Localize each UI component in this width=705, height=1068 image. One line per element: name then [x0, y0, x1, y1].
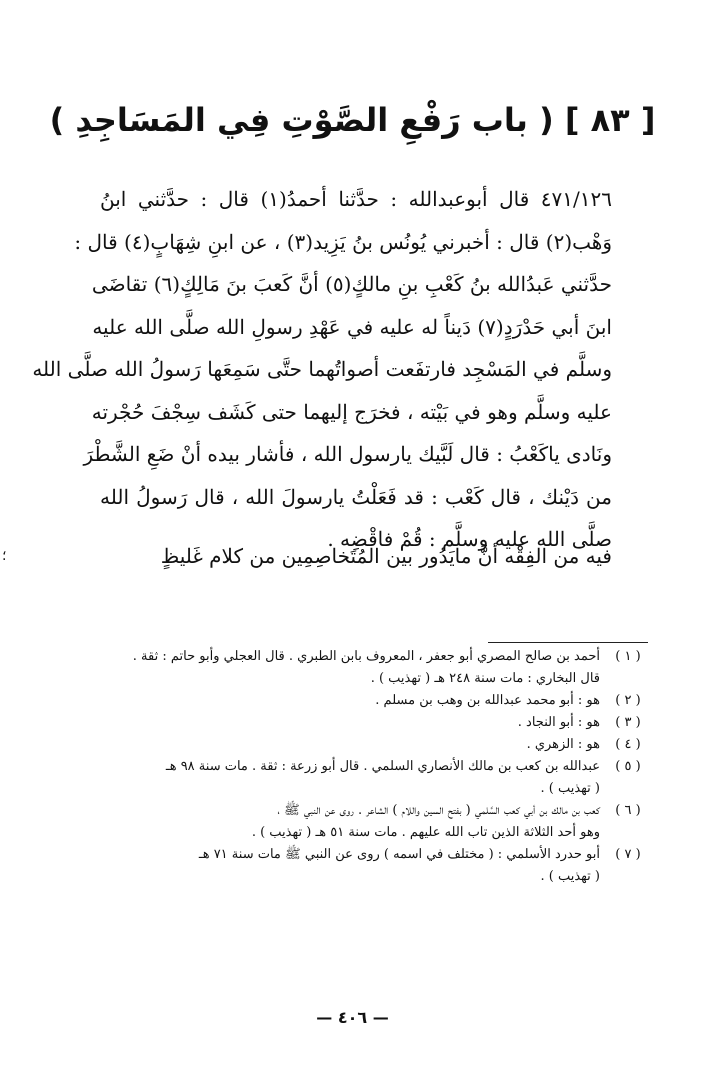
- footnote-2: [38, 690, 650, 712]
- footnote-line: كعب بن مالك بن أبي كعب السَّلمي ( بفتح السين واللام ) الشاعر . روى عن النبي ﷺ ،: [277, 803, 600, 818]
- footnote-line: أحمد بن صالح المصري أبو جعفر ، المعروف بابن الطبري . قال العجلي وأبو حاتم : ثقة .: [132, 649, 600, 664]
- footnote-line: ( تهذيب ) .: [540, 869, 600, 884]
- footnote-line: هو : أبو محمد عبدالله بن وهب بن مسلم .: [375, 693, 600, 708]
- footnote-6: [38, 800, 650, 844]
- footnote-number: ( ١ ): [615, 649, 641, 664]
- footnote-text: [38, 844, 606, 888]
- footnote-5: [38, 756, 650, 800]
- footnote-line: أبو حدرد الأسلمي : ( مختلف في اسمه ) روى عن النبي ﷺ مات سنة ٧١ هـ: [198, 847, 600, 862]
- hadith-line: ابنَ أبي حَدْرَدٍ(٧) دَيناً له عليه في عَهْدِ رسولِ الله صلَّى الله عليه: [92, 314, 612, 339]
- hadith-line: ونَادى ياكَعْبُ : قال لَبَّيك يارسول الله ، فأشار بيده أنْ ضَعِ الشَّطْرَ: [83, 442, 612, 466]
- footnote-number: ( ٦ ): [615, 803, 641, 818]
- page-number: — ٤٠٦ —: [316, 1008, 389, 1027]
- footnote-text: [38, 712, 606, 734]
- hadith-line: صلَّى الله عليه وسلَّم : قُمْ فاقْضِه .: [327, 527, 612, 551]
- footnote-line: قال البخاري : مات سنة ٢٤٨ هـ ( تهذيب ) .: [370, 671, 600, 686]
- chapter-title: [ ٨٣ ] ( باب رَفْعِ الصَّوْتِ فِي المَسَاجِدِ ): [49, 101, 656, 139]
- footnote-text: [38, 646, 606, 690]
- footnotes: [38, 646, 650, 888]
- footnote-text: [38, 756, 606, 800]
- footnote-text: [38, 690, 606, 712]
- footnote-line: عبدالله بن كعب بن مالك الأنصاري السلمي . قال أبو زرعة : ثقة . مات سنة ٩٨ هـ: [165, 759, 600, 774]
- footnote-line: هو : أبو النجاد .: [517, 715, 600, 730]
- footnote-line: ( تهذيب ) .: [540, 781, 600, 796]
- footnote-number: ( ٥ ): [615, 759, 641, 774]
- hadith-text: [32, 178, 612, 561]
- hadith-line: وسلَّم في المَسْجِد فارتفَعت أصواتُهما حتَّى سَمِعَها رَسولُ الله صلَّى الله: [32, 357, 612, 381]
- footnote-text: [38, 800, 606, 844]
- footnote-text: [38, 734, 606, 756]
- footnote-1: [38, 646, 650, 690]
- footnote-4: [38, 734, 650, 756]
- hadith-line: عليه وسلَّم وهو في بَيْته ، فخرَج إليهما حتى كَشَف سِجْفَ حُجْرته: [91, 399, 612, 424]
- margin-mark: ؛: [2, 548, 7, 564]
- footnote-7: [38, 844, 650, 888]
- footnote-number: ( ٢ ): [615, 693, 641, 708]
- fiqh-commentary-line: فيه من الفِقْه أنَّ مايَدُور بين المُتَخاصِمِين من كلام غَليظٍ: [160, 544, 612, 568]
- footnote-3: [38, 712, 650, 734]
- footnote-number: ( ٣ ): [615, 715, 641, 730]
- hadith-line: ٤٧١/١٢٦ قال أبوعبدالله : حدَّثنا أحمدُ(١) قال : حدَّثني ابنُ: [100, 187, 612, 211]
- hadith-line: حدَّثني عَبدُالله بنُ كَعْبِ بنِ مالكٍ(٥) أنَّ كَعبَ بنَ مَالِكٍ(٦) تقاضَى: [91, 272, 612, 296]
- footnote-separator: [488, 642, 648, 643]
- footnote-number: ( ٧ ): [615, 847, 641, 862]
- footnote-line: وهو أحد الثلاثة الذين تاب الله عليهم . مات سنة ٥١ هـ ( تهذيب ) .: [251, 825, 600, 840]
- hadith-line: من دَيْنك ، قال كَعْب : قد فَعَلْتُ يارسولَ الله ، قال رَسولُ الله: [100, 484, 612, 509]
- footnote-number: ( ٤ ): [615, 737, 641, 752]
- hadith-line: وَهْب(٢) قال : أخبرني يُونُس بنُ يَزِيد(٣) ، عن ابنِ شِهَابٍ(٤) قال :: [74, 229, 612, 254]
- footnote-line: هو : الزهري .: [526, 737, 600, 752]
